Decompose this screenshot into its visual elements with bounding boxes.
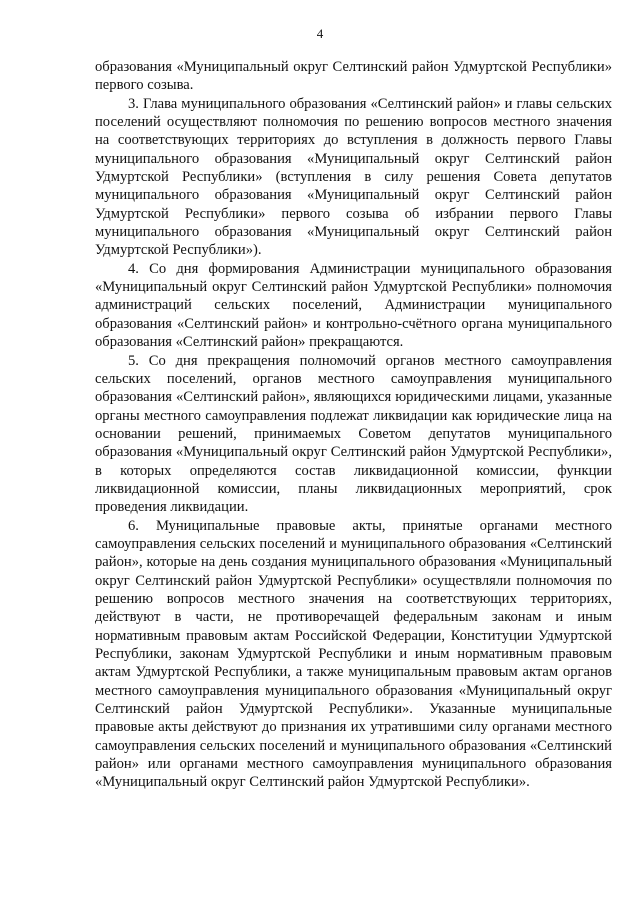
- document-body: [95, 58, 612, 792]
- paragraph-3: 3. Глава муниципального образования «Селтинский район» и главы сельских поселений осуществляют полномочия по решению вопросов местного значения на соответствующих территориях до вступления в должность первого Главы муниципального образования «Муниципальный округ Селтинский район Удмуртской Республики» (вступления в силу решения Совета депутатов муниципального образования «Муниципальный округ Селтинский район Удмуртской Республики» первого созыва об избрании первого Главы муниципального образования «Муниципальный округ Селтинский район Удмуртской Республики»).: [95, 95, 612, 259]
- page-number: 4: [316, 26, 324, 41]
- paragraph-continuation: образования «Муниципальный округ Селтинский район Удмуртской Республики» первого созыва.: [95, 59, 612, 94]
- paragraph-6: 6. Муниципальные правовые акты, принятые органами местного самоуправления сельских поселений и муниципального образования «Селтинский район», которые на день создания муниципального образования «Муниципальный округ Селтинский район Удмуртской Республики» осуществляли полномочия по решению вопросов местного значения на соответствующих территориях, действуют в части, не противоречащей федеральным законам и иным нормативным правовым актам Российской Федерации, Конституции Удмуртской Республики, законам Удмуртской Республики и иным нормативным правовым актам Удмуртской Республики, а также муниципальным правовым актам органов местного самоуправления муниципального образования «Муниципальный округ Селтинский район Удмуртской Республики». Указанные муниципальные правовые акты действуют до признания их утратившими силу органами местного самоуправления сельских поселений и муниципального образования «Селтинский район» или органами местного самоуправления муниципального образования «Муниципальный округ Селтинский район Удмуртской Республики».: [95, 517, 612, 791]
- paragraph-4: 4. Со дня формирования Администрации муниципального образования «Муниципальный округ Селтинский район Удмуртской Республики» полномочия администраций сельских поселений, Администрации муниципального образования «Селтинский район» и контрольно-счётного органа муниципального образования «Селтинский район» прекращаются.: [95, 260, 612, 351]
- paragraph-5: 5. Со дня прекращения полномочий органов местного самоуправления сельских поселений, органов местного самоуправления муниципального образования «Селтинский район», являющихся юридическими лицами, указанные органы местного самоуправления подлежат ликвидации как юридические лица на основании решений, принимаемых Советом депутатов муниципального образования «Муниципальный округ Селтинский район Удмуртской Республики», в которых определяются состав ликвидационной комиссии, функции ликвидационной комиссии, планы ликвидационных мероприятий, срок проведения ликвидации.: [95, 352, 612, 516]
